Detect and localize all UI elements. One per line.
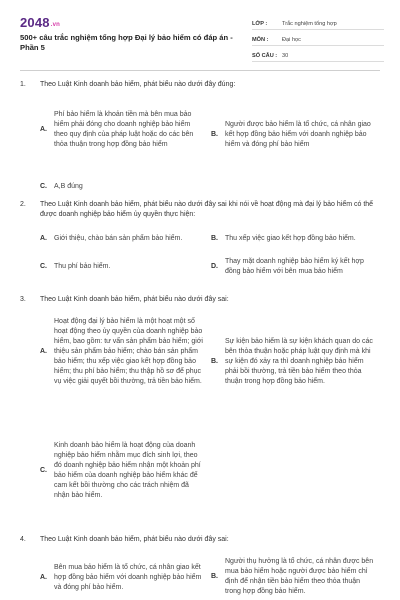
- meta-row-class: [252, 14, 384, 30]
- option-b[interactable]: [211, 557, 379, 597]
- meta-label: LỚP :: [252, 21, 268, 27]
- option-letter: B.: [211, 235, 218, 242]
- option-letter: B.: [211, 358, 218, 365]
- option-text: Thay mặt doanh nghiệp bảo hiểm ký kết hợp đồng bảo hiểm với bên mua bảo hiểm: [225, 258, 364, 275]
- option-d[interactable]: [211, 257, 379, 277]
- option-c[interactable]: [40, 262, 215, 272]
- option-a[interactable]: [40, 563, 215, 593]
- option-text: Hoạt động đại lý bảo hiểm là một hoạt một số hoạt động theo ủy quyền của doanh nghiệp bảo hiểm, bao gồm: tư vấn sản phẩm bảo hiểm; giới thiệu sản phẩm bảo hiểm; chào bán sản phẩm bảo hiểm; thu xếp việc giao kết hợp đồng bảo hiểm; thu phí bảo hiểm; thu thập hồ sơ để phục vụ việc giải quyết bồi thường, trả tiền bảo hiểm.: [54, 318, 203, 385]
- question-text: Theo Luật Kinh doanh bảo hiểm, phát biểu nào dưới đây sai:: [40, 536, 229, 543]
- option-letter: D.: [211, 263, 218, 270]
- option-text: Giới thiệu, chào bán sản phẩm bảo hiểm.: [54, 235, 183, 242]
- question-stem: [20, 200, 380, 220]
- option-text: Người được bảo hiểm là tổ chức, cá nhân giao kết hợp đồng bảo hiểm với doanh nghiệp bảo hiểm và đóng phí bảo hiểm: [225, 121, 371, 148]
- question-1: [20, 80, 380, 190]
- site-logo[interactable]: [20, 15, 60, 30]
- question-options: [20, 90, 380, 190]
- document-meta: [252, 14, 384, 62]
- option-text: A,B đúng: [54, 183, 83, 190]
- question-stem: [20, 535, 380, 545]
- option-letter: A.: [40, 126, 47, 133]
- option-text: Sự kiện bảo hiểm là sự kiện khách quan do các bên thỏa thuận hoặc pháp luật quy định mà khi sự kiện đó xảy ra thì doanh nghiệp bảo hiểm phải bồi thường, trả tiền bảo hiểm theo thỏa thuận trong hợp đồng bảo hiểm.: [225, 338, 373, 385]
- option-b[interactable]: [211, 120, 379, 150]
- option-text: Người thụ hưởng là tổ chức, cá nhân được bên mua bảo hiểm hoặc người được bảo hiểm chỉ định để nhận tiền bảo hiểm theo thỏa thuận trong hợp đồng bảo hiểm.: [225, 558, 374, 595]
- question-3: [20, 295, 380, 525]
- question-number: 3.: [20, 296, 26, 303]
- meta-value: 30: [282, 53, 289, 59]
- logo-text: 2048: [20, 15, 50, 30]
- question-number: 4.: [20, 536, 26, 543]
- option-b[interactable]: [211, 337, 379, 387]
- meta-row-subject: [252, 30, 384, 46]
- option-text: Bên mua bảo hiểm là tổ chức, cá nhân giao kết hợp đồng bảo hiểm với doanh nghiệp bảo hiểm và đóng phí bảo hiểm.: [54, 564, 202, 591]
- option-a[interactable]: [40, 317, 215, 387]
- question-stem: [20, 295, 380, 305]
- option-letter: C.: [40, 467, 47, 474]
- question-options: [20, 545, 380, 600]
- meta-label: SỐ CÂU :: [252, 53, 278, 59]
- meta-row-count: [252, 46, 384, 62]
- question-options: [20, 305, 380, 525]
- document-header: [0, 0, 400, 64]
- document-title: 500+ câu trắc nghiệm tổng hợp Đại lý bảo hiểm có đáp án - Phần 5: [20, 33, 233, 52]
- option-letter: A.: [40, 348, 47, 355]
- option-a[interactable]: [40, 110, 215, 150]
- option-text: Kinh doanh bảo hiểm là hoạt động của doanh nghiệp bảo hiểm nhằm mục đích sinh lợi, theo đó doanh nghiệp bảo hiểm nhận một khoản phí bảo hiểm của doanh nghiệp bảo hiểm khác để cam kết bồi thường cho các trách nhiệm đã nhận bảo hiểm.: [54, 442, 201, 499]
- option-letter: A.: [40, 235, 47, 242]
- header-divider: [20, 70, 380, 71]
- option-letter: C.: [40, 183, 47, 190]
- meta-value: Đại học: [282, 37, 301, 43]
- question-2: [20, 200, 380, 290]
- option-letter: B.: [211, 131, 218, 138]
- question-text: Theo Luật Kinh doanh bảo hiểm, phát biểu nào dưới đây sai:: [40, 296, 229, 303]
- option-letter: A.: [40, 574, 47, 581]
- meta-value: Trắc nghiệm tổng hợp: [282, 21, 337, 27]
- option-c[interactable]: [40, 441, 215, 501]
- logo-suffix: .vn: [50, 22, 61, 28]
- meta-label: MÔN :: [252, 37, 269, 43]
- question-number: 1.: [20, 81, 26, 88]
- question-number: 2.: [20, 201, 26, 208]
- option-text: Thu xếp việc giao kết hợp đồng bảo hiểm.: [225, 235, 356, 242]
- question-options: [20, 220, 380, 290]
- question-text: Theo Luật Kinh doanh bảo hiểm, phát biểu nào dưới đây đúng:: [40, 81, 236, 88]
- option-c[interactable]: [40, 182, 215, 192]
- question-4: [20, 535, 380, 600]
- question-text: Theo Luật Kinh doanh bảo hiểm, phát biểu nào dưới đây sai khi nói về hoạt động mà đại lý bảo hiểm có thể được doanh nghiệp bảo hiểm ủy quyền thực hiện:: [40, 201, 374, 218]
- option-letter: B.: [211, 573, 218, 580]
- question-stem: [20, 80, 380, 90]
- option-b[interactable]: [211, 234, 379, 244]
- option-letter: C.: [40, 263, 47, 270]
- option-text: Thu phí bảo hiểm.: [54, 263, 111, 270]
- option-text: Phí bảo hiểm là khoản tiền mà bên mua bảo hiểm phải đóng cho doanh nghiệp bảo hiểm theo quy định của pháp luật hoặc do các bên thỏa thuận trong hợp đồng bảo hiểm: [54, 111, 194, 148]
- option-a[interactable]: [40, 234, 215, 244]
